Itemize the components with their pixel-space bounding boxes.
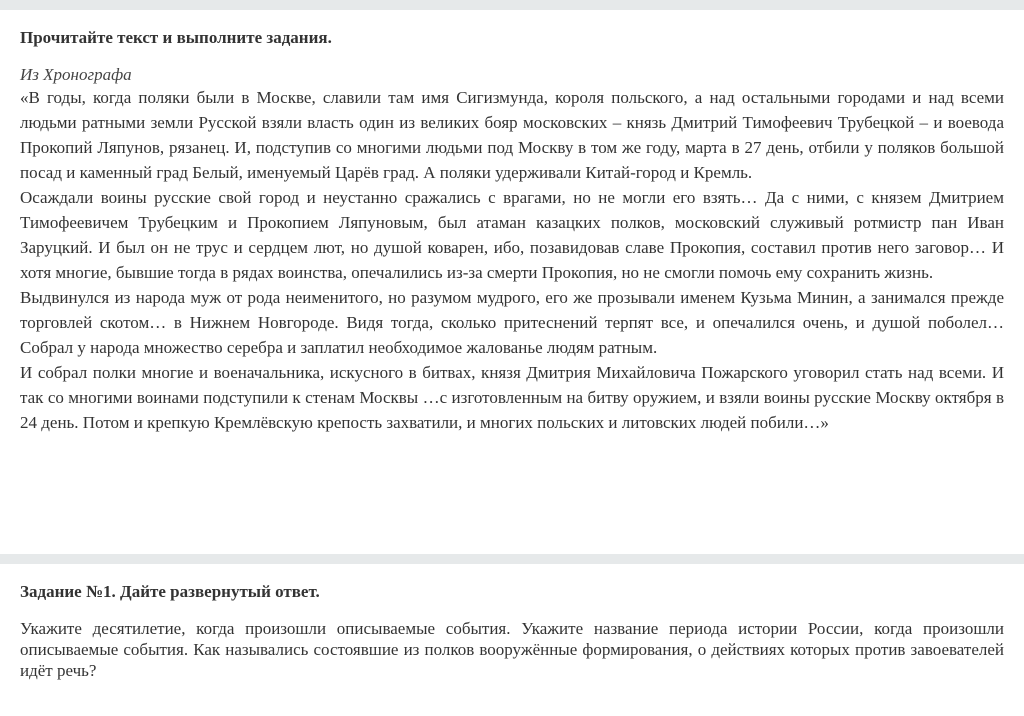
- reading-section: [0, 10, 1024, 554]
- instruction-heading: Прочитайте текст и выполните задания.: [20, 28, 332, 47]
- passage-paragraph: И собрал полки многие и военачальника, искусного в битвах, князя Дмитрия Михайловича Пожарского уговорил стать над всеми. И так со многими воинами подступили к стенам Москвы …с изготовленным на битву оружием, и взяли воины русские Москву октября в 24 день. Потом и крепкую Кремлёвскую крепость захватили, и многих польских и литовских людей побили…»: [20, 363, 1004, 432]
- source-title: Из Хронографа: [20, 65, 132, 84]
- task-section: [0, 564, 1024, 681]
- passage-paragraph: Осаждали воины русские свой город и неустанно сражались с врагами, но не могли его взять… Да с ними, с князем Дмитрием Тимофеевичем Трубецким и Прокопием Ляпуновым, был атаман казацких полков, московский служивый ротмистр пан Иван Заруцкий. И был он не трус и сердцем лют, но душой коварен, ибо, позавидовав славе Прокопия, составил против него заговор… И хотя многие, бывшие тогда в рядах воинства, опечалились из-за смерти Прокопия, но не смогли помочь ему сохранить жизнь.: [20, 188, 1004, 282]
- section-divider: [0, 554, 1024, 564]
- task-question: Укажите десятилетие, когда произошли описываемые события. Укажите название периода истории России, когда произошли описываемые события. Как назывались состоявшие из полков вооружённые формирования, о действиях которых против завоевателей идёт речь?: [20, 619, 1004, 680]
- task-heading: Задание №1. Дайте развернутый ответ.: [20, 582, 320, 601]
- top-divider: [0, 0, 1024, 10]
- passage-paragraph: «В годы, когда поляки были в Москве, славили там имя Сигизмунда, короля польского, а над остальными городами и над всеми людьми ратными земли Русской взяли власть один из великих бояр московских – князь Дмитрий Тимофеевич Трубецкой – и воевода Прокопий Ляпунов, рязанец. И, подступив со многими людьми под Москву в том же году, марта в 27 день, отбили у поляков большой посад и каменный град Белый, именуемый Царёв град. А поляки удерживали Китай-город и Кремль.: [20, 88, 1004, 182]
- passage-text: [20, 85, 1004, 435]
- passage-paragraph: Выдвинулся из народа муж от рода неименитого, но разумом мудрого, его же прозывали именем Кузьма Минин, а занимался прежде торговлей скотом… в Нижнем Новгороде. Видя тогда, сколько притеснений терпят все, и опечалился очень, и душой поболел… Собрал у народа множество серебра и заплатил необходимое жалованье людям ратным.: [20, 288, 1004, 357]
